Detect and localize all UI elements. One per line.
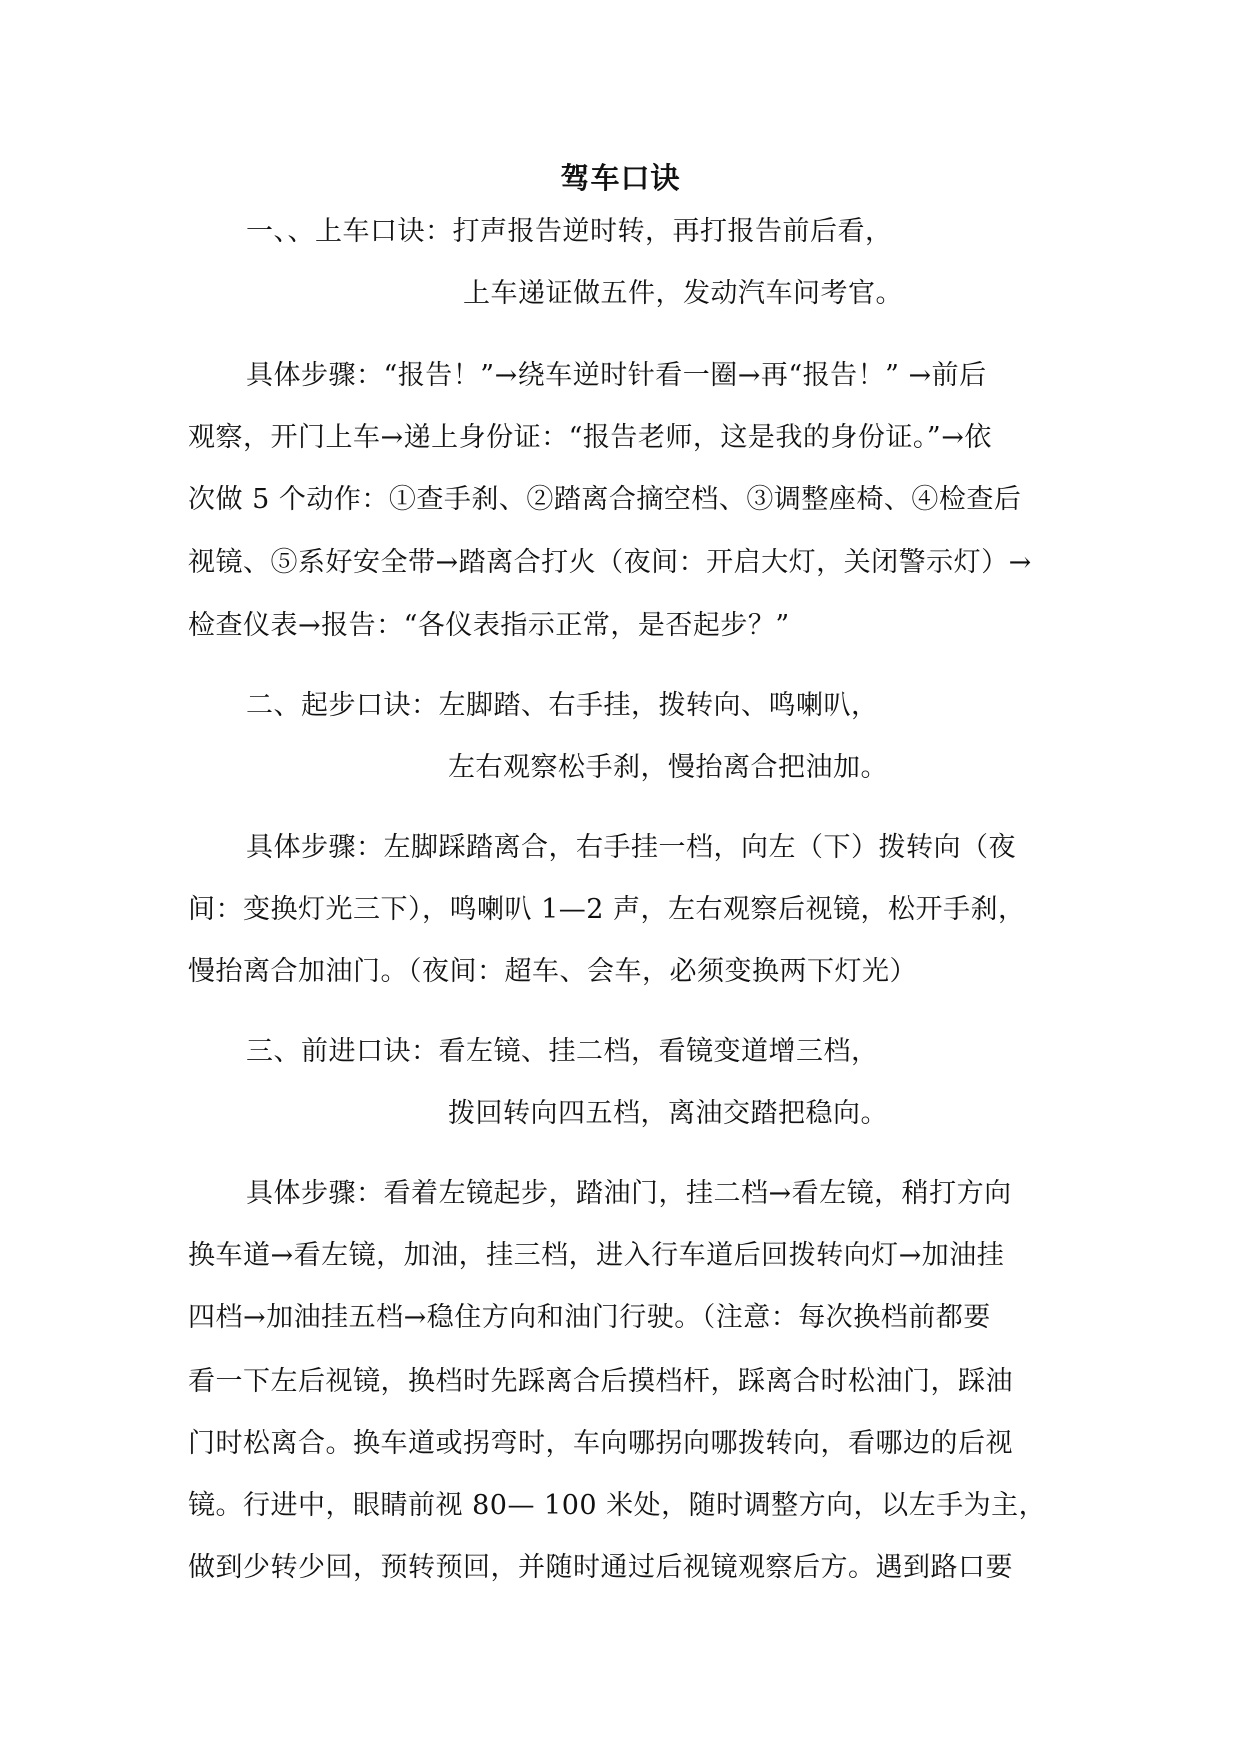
text-line: 拨回转向四五档，离油交踏把稳向。 [448,1098,888,1129]
text-line: 上车递证做五件，发动汽车问考官。 [463,278,903,309]
text-line: 视镜、⑤系好安全带→踏离合打火（夜间：开启大灯，关闭警示灯）→ [188,547,1032,578]
text-line: 四档→加油挂五档→稳住方向和油门行驶。（注意：每次换档前都要 [188,1302,991,1333]
text-line: 慢抬离合加油门。（夜间：超车、会车，必须变换两下灯光） [188,956,917,987]
text-line: 具体步骤：“报告！”→绕车逆时针看一圈→再“报告！” →前后 [246,360,987,391]
text-line: 做到少转少回，预转预回，并随时通过后视镜观察后方。遇到路口要 [188,1552,1013,1583]
text-line: 间：变换灯光三下），鸣喇叭 1—2 声，左右观察后视镜，松开手刹， [188,894,1026,925]
text-line: 看一下左后视镜，换档时先踩离合后摸档杆，踩离合时松油门，踩油 [188,1366,1013,1397]
document-title: 驾车口诀 [560,161,681,195]
text-line: 左右观察松手刹，慢抬离合把油加。 [448,752,888,783]
text-line: 具体步骤：看着左镜起步，踏油门，挂二档→看左镜，稍打方向 [246,1178,1012,1209]
text-line: 一、、上车口诀：打声报告逆时转，再打报告前后看， [246,216,893,247]
text-line: 具体步骤：左脚踩踏离合，右手挂一档，向左（下）拨转向（夜 [246,832,1016,863]
text-line: 三、前进口诀：看左镜、挂二档，看镜变道增三档， [246,1036,879,1067]
text-line: 换车道→看左镜，加油，挂三档，进入行车道后回拨转向灯→加油挂 [188,1240,1005,1271]
text-line: 观察，开门上车→递上身份证：“报告老师，这是我的身份证。”→依 [188,422,992,453]
text-line: 检查仪表→报告：“各仪表指示正常，是否起步？” [188,610,790,641]
text-line: 门时松离合。换车道或拐弯时，车向哪拐向哪拨转向，看哪边的后视 [188,1428,1013,1459]
text-line: 次做 5 个动作：①查手刹、②踏离合摘空档、③调整座椅、④检查后 [188,484,1022,515]
text-line: 二、起步口诀：左脚踏、右手挂，拨转向、鸣喇叭， [246,690,879,721]
text-line: 镜。行进中，眼睛前视 80— 100 米处，随时调整方向，以左手为主， [188,1490,1047,1521]
